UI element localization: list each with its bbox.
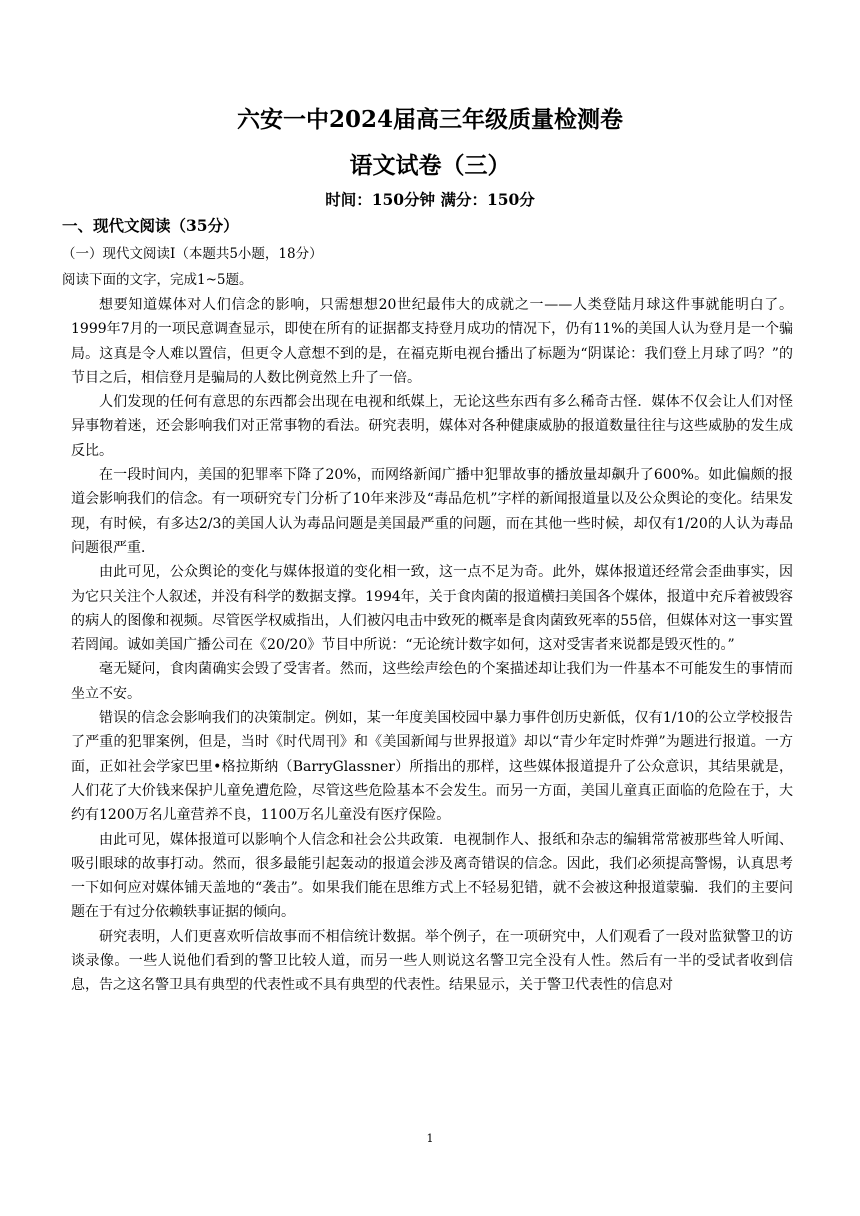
passage-paragraph: 由此可见，公众舆论的变化与媒体报道的变化相一致，这一点不足为奇。此外，媒体报道还经常会歪曲事实，因为它只关注个人叙述，并没有科学的数据支撑。1994年，关于食肉菌的报道横扫美国各个媒体，报道中充斥着被毁容的病人的图像和视频。尽管医学权威指出，人们被闪电击中致死的概率是食肉菌致死率的55倍，但媒体对这一事实置若罔闻。诚如美国广播公司在《20/20》节目中所说：“无论统计数字如何，这对受害者来说都是毁灭性的。” <box>71 564 793 654</box>
page-number: 1 <box>426 1132 434 1145</box>
passage-paragraph: 毫无疑问，食肉菌确实会毁了受害者。然而，这些绘声绘色的个案描述却让我们为一件基本不可能发生的事情而坐立不安。 <box>71 661 793 702</box>
passage-paragraph: 人们发现的任何有意思的东西都会出现在电视和纸媒上，无论这些东西有多么稀奇古怪．媒体不仅会让人们对怪异事物着迷，还会影响我们对正常事物的看法。研究表明，媒体对各种健康威胁的报道数量往往与这些威胁的发生成反比。 <box>71 394 793 459</box>
passage-body <box>71 293 793 998</box>
passage-paragraph: 想要知道媒体对人们信念的影响，只需想想20世纪最伟大的成就之一——人类登陆月球这件事就能明白了。1999年7月的一项民意调查显示，即使在所有的证据都支持登月成功的情况下，仍有11%的美国人认为登月是一个骗局。这真是令人难以置信，但更令人意想不到的是，在福克斯电视台播出了标题为“阴谋论：我们登上月球了吗？”的节目之后，相信登月是骗局的人数比例竟然上升了一倍。 <box>71 297 793 386</box>
reading-instruction: 阅读下面的文字，完成1~5题。 <box>62 272 253 288</box>
exam-title: 六安一中2024届高三年级质量检测卷 <box>236 106 623 133</box>
passage-paragraph: 错误的信念会影响我们的决策制定。例如，某一年度美国校园中暴力事件创历史新低，仅有1/10的公立学校报告了严重的犯罪案例，但是，当时《时代周刊》和《美国新闻与世界报道》却以“青少年定时炸弹”为题进行报道。一方面，正如社会学家巴里•格拉斯纳（BarryGlassner）所指出的那样，这些媒体报道提升了公众意识，其结果就是，人们花了大价钱来保护儿童免遭危险，尽管这些危险基本不会发生。而另一方面，美国儿童真正面临的危险在于，大约有1200万名儿童营养不良，1100万名儿童没有医疗保险。 <box>71 710 793 824</box>
passage-paragraph: 由此可见，媒体报道可以影响个人信念和社会公共政策．电视制作人、报纸和杂志的编辑常常被那些耸人听闻、吸引眼球的故事打动。然而，很多最能引起轰动的报道会涉及离奇错误的信念。因此，我们必须提高警惕，认真思考一下如何应对媒体铺天盖地的“袭击”。如果我们能在思维方式上不轻易犯错，就不会被这种报道蒙骗．我们的主要问题在于有过分依赖轶事证据的倾向。 <box>71 831 793 921</box>
exam-subtitle: 语文试卷（三） <box>349 152 511 179</box>
subsection-heading: （一）现代文阅读Ⅰ（本题共5小题，18分） <box>62 246 323 262</box>
exam-time-score: 时间：150分钟 满分：150分 <box>325 190 535 209</box>
passage-paragraph: 在一段时间内，美国的犯罪率下降了20%，而网络新闻广播中犯罪故事的播放量却飙升了600%。如此偏颇的报道会影响我们的信念。有一项研究专门分析了10年来涉及“毒品危机”字样的新闻报道量以及公众舆论的变化。结果发现，有时候，有多达2/3的美国人认为毒品问题是美国最严重的问题，而在其他一些时候，却仅有1/20的人认为毒品问题很严重． <box>71 467 793 556</box>
section-heading: 一、现代文阅读（35分） <box>62 216 239 235</box>
passage-paragraph: 研究表明，人们更喜欢听信故事而不相信统计数据。举个例子，在一项研究中，人们观看了一段对监狱警卫的访谈录像。一些人说他们看到的警卫比较人道，而另一些人则说这名警卫完全没有人性。然后有一半的受试者收到信息，告之这名警卫具有典型的代表性或不具有典型的代表性。结果显示，关于警卫代表性的信息对 <box>71 928 793 994</box>
